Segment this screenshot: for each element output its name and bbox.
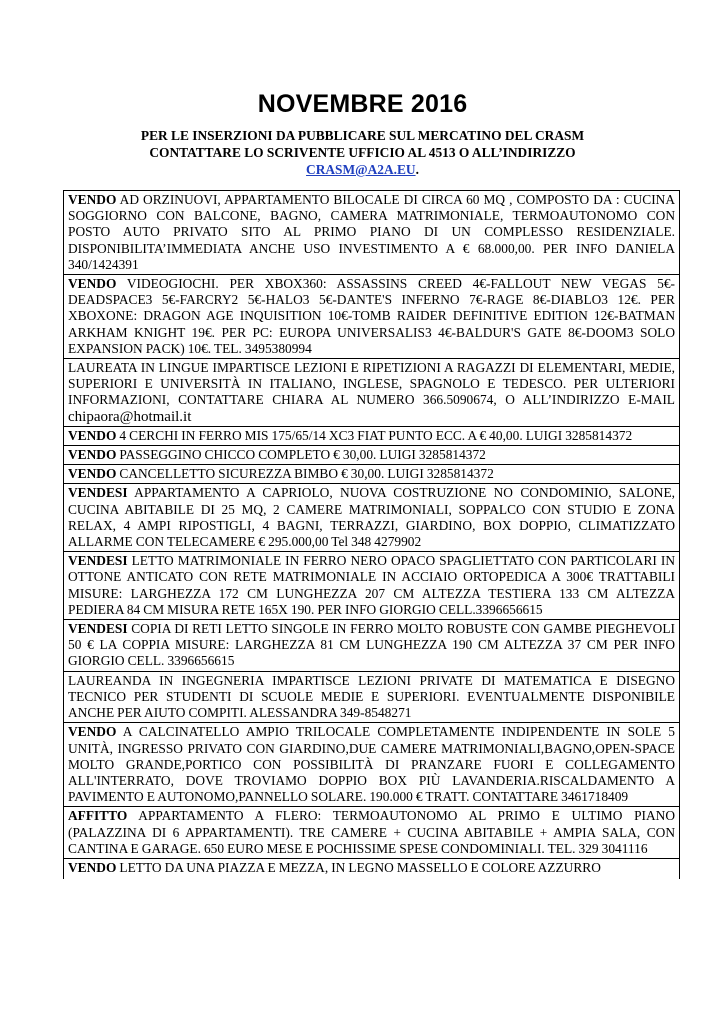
listing-row <box>64 723 680 807</box>
listing-keyword: AFFITTO <box>68 808 128 824</box>
listing-text: COPIA DI RETI LETTO SINGOLE IN FERRO MOLTO ROBUSTE CON GAMBE PIEGHEVOLI 50 € LA COPPIA MISURE: LARGHEZZA 81 CM LUNGHEZZA 190 CM ALTEZZA 37 CM PER INFO GIORGIO CELL. 3396656615 <box>68 621 675 669</box>
listing-keyword: VENDO <box>68 447 117 463</box>
listing-row <box>64 426 680 445</box>
listing-cell <box>64 552 680 620</box>
listing-cell <box>64 465 680 484</box>
listing-cell <box>64 359 680 427</box>
listing-keyword: VENDO <box>68 859 117 875</box>
listing-cell <box>64 484 680 552</box>
listing-cell <box>64 426 680 445</box>
listing-keyword: VENDO <box>68 427 117 443</box>
listing-keyword: VENDO <box>68 276 117 292</box>
listing-text: APPARTAMENTO A CAPRIOLO, NUOVA COSTRUZIONE NO CONDOMINIO, SALONE, CUCINA ABITABILE DI 25 MQ, 2 CAMERE MATRIMONIALI, SOPPALCO CON STUDIO E ZONA RELAX, 4 AMPI RIPOSTIGLI, 4 BAGNI, TERRAZZI, GIARDINO, BOX DOPPIO, CLIMATIZZATO ALLARME CON TELECAMERE € 295.000,00 Tel 348 4279902 <box>68 485 675 550</box>
listing-cell <box>64 723 680 807</box>
listing-cell <box>64 446 680 465</box>
listing-text: LETTO DA UNA PIAZZA E MEZZA, IN LEGNO MASSELLO E COLORE AZZURRO <box>116 859 601 875</box>
listing-cell <box>64 275 680 359</box>
page-title: NOVEMBRE 2016 <box>257 90 468 118</box>
contact-email-link[interactable]: CRASM@A2A.EU <box>306 162 416 177</box>
listing-text: PASSEGGINO CHICCO COMPLETO € 30,00. LUIGI 3285814372 <box>116 447 486 463</box>
listing-row <box>64 807 680 859</box>
listing-row <box>64 359 680 427</box>
listing-text: CANCELLETTO SICUREZZA BIMBO € 30,00. LUIGI 3285814372 <box>116 466 494 482</box>
listing-cell <box>64 807 680 859</box>
listing-row <box>64 191 680 275</box>
listing-row <box>64 858 680 879</box>
listing-row <box>64 446 680 465</box>
listing-keyword: VENDO <box>68 466 117 482</box>
listing-cell <box>64 191 680 275</box>
listings-table <box>63 190 680 879</box>
listing-keyword: VENDO <box>68 724 117 740</box>
subtitle-line-3 <box>60 161 665 178</box>
listing-cell <box>64 858 680 879</box>
email-suffix: . <box>415 162 419 177</box>
listing-text: APPARTAMENTO A FLERO: TERMOAUTONOMO AL PRIMO E ULTIMO PIANO (PALAZZINA DI 6 APPARTAMENTI). TRE CAMERE + CUCINA ABITABILE + AMPIA SALA, CON CANTINA E GARAGE. 650 EURO MESE E POCHISSIME SPESE CONDOMINIALI. TEL. 329 3041116 <box>68 808 675 856</box>
subtitle-line-2: CONTATTARE LO SCRIVENTE UFFICIO AL 4513 O ALL’INDIRIZZO <box>149 145 576 160</box>
listing-row <box>64 620 680 672</box>
listing-row <box>64 671 680 723</box>
listing-text: VIDEOGIOCHI. PER XBOX360: ASSASSINS CREED 4€-FALLOUT NEW VEGAS 5€-DEADSPACE3 5€-FARCRY2 5€-HALO3 5€-DANTE'S INFERNO 7€-RAGE 8€-DIABLO3 12€. PER XBOXONE: DRAGON AGE INQUISITION 10€-TOMB RAIDER DEFINITIVE EDITION 12€-BATMAN ARKHAM KNIGHT 19€. PER PC: EUROPA UNIVERSALIS3 4€-BALDUR'S GATE 8€-DOOM3 SOLO EXPANSION PACK) 10€. TEL. 3495380994 <box>68 276 675 356</box>
listing-row <box>64 484 680 552</box>
listing-text: LAUREANDA IN INGEGNERIA IMPARTISCE LEZIONI PRIVATE DI MATEMATICA E DISEGNO TECNICO PER STUDENTI DI SCUOLE MEDIE E SUPERIORI. EVENTUALMENTE DISPONIBILE ANCHE PER AIUTO COMPITI. ALESSANDRA 349-8548271 <box>68 672 675 721</box>
listing-text: 4 CERCHI IN FERRO MIS 175/65/14 XC3 FIAT PUNTO ECC. A € 40,00. LUIGI 3285814372 <box>116 427 633 443</box>
listing-row <box>64 465 680 484</box>
listing-row <box>64 552 680 620</box>
listing-text: A CALCINATELLO AMPIO TRILOCALE COMPLETAMENTE INDIPENDENTE IN SOLE 5 UNITÀ, INGRESSO PRIVATO CON GIARDINO,DUE CAMERE MATRIMONIALI,BAGNO,OPEN-SPACE MOLTO GRANDE,PORTICO CON POSSIBILITÀ DI PRANZARE FUORI E COLLEGAMENTO ALL'INTERRATO, DOVE TROVIAMO DOPPIO BOX PIÙ LAVANDERIA.RISCALDAMENTO A PAVIMENTO E AUTONOMO,PANNELLO SOLARE. 190.000 € TRATT. CONTATTARE 3461718409 <box>68 724 675 805</box>
subtitle-line-1: PER LE INSERZIONI DA PUBBLICARE SUL MERCATINO DEL CRASM <box>140 128 585 143</box>
listing-text: LETTO MATRIMONIALE IN FERRO NERO OPACO SPAGLIETTATO CON PARTICOLARI IN OTTONE ANTICATO CON RETE MATRIMONIALE IN ACCIAIO ORTOPEDICA A 300€ TRATTABILI MISURE: LARGHEZZA 172 CM LUNGHEZZA 207 CM ALTEZZA TESTIERA 133 CM ALTEZZA PEDIERA 84 CM MISURA RETE 165X 190. PER INFO GIORGIO CELL.3396656615 <box>68 553 675 617</box>
listing-keyword: VENDESI <box>68 553 128 569</box>
listing-cell <box>64 620 680 672</box>
listing-email[interactable]: chipaora@hotmail.it <box>68 408 192 425</box>
listing-text: LAUREATA IN LINGUE IMPARTISCE LEZIONI E RIPETIZIONI A RAGAZZI DI ELEMENTARI, MEDIE, SUPERIORI E UNIVERSITÀ IN ITALIANO, INGLESE, SPAGNOLO E TEDESCO. PER ULTERIORI INFORMAZIONI, CONTATTARE CHIARA AL NUMERO 366.5090674, O ALL’INDIRIZZO E-MAIL <box>68 360 675 408</box>
listing-row <box>64 275 680 359</box>
listing-text: AD ORZINUOVI, APPARTAMENTO BILOCALE DI CIRCA 60 MQ , COMPOSTO DA : CUCINA SOGGIORNO CON BALCONE, BAGNO, CAMERA MATRIMONIALE, TERMOAUTONOMO CON POSTO AUTO PRIVATO SITO AL PRIMO PIANO DI UN COMPLESSO RESIDENZIALE. DISPONIBILITA’IMMEDIATA ANCHE USO INVESTIMENTO A € 68.000,00. PER INFO DANIELA 340/1424391 <box>68 192 675 272</box>
listing-keyword: VENDESI <box>68 485 128 501</box>
listing-keyword: VENDESI <box>68 621 128 637</box>
page-subtitle <box>60 127 665 178</box>
listing-keyword: VENDO <box>68 192 117 207</box>
listing-cell <box>64 671 680 723</box>
